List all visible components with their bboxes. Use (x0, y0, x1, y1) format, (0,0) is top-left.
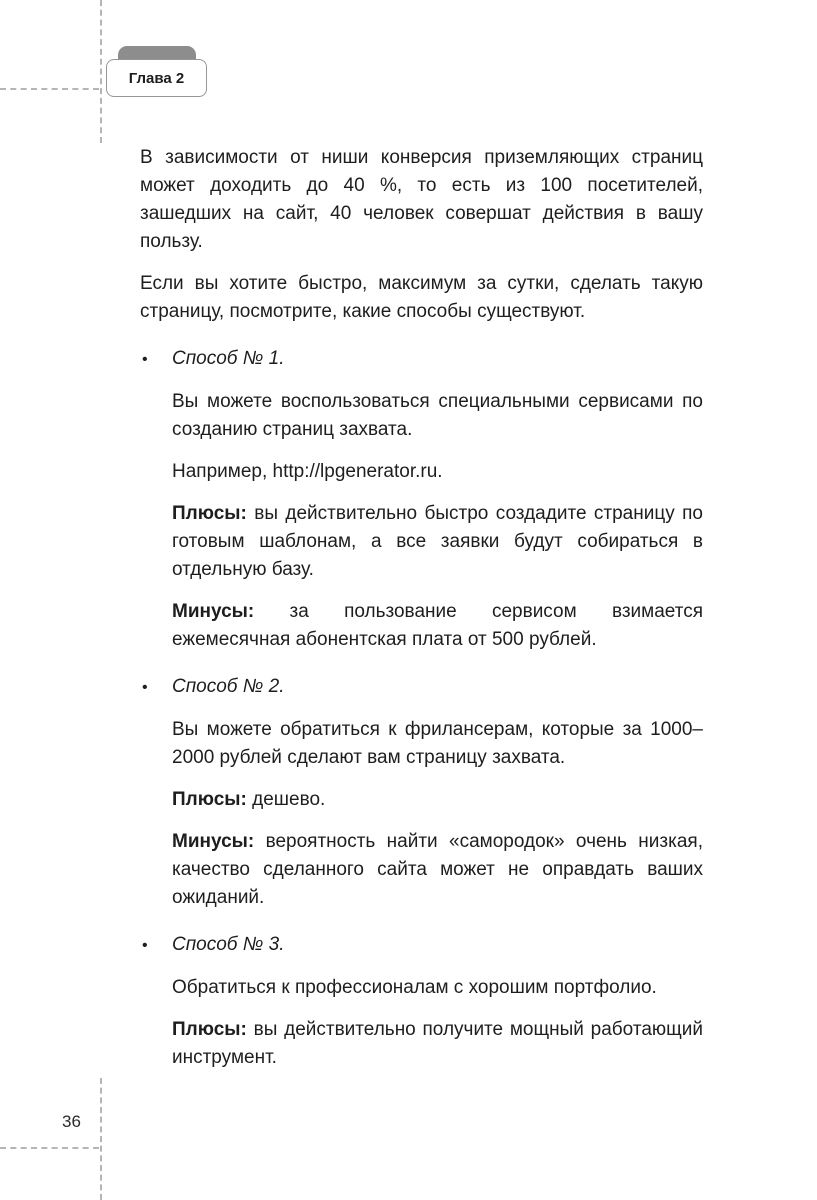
pros-text: вы действительно получите мощный работающий инструмент. (172, 1019, 703, 1068)
page-number: 36 (62, 1112, 81, 1131)
list-item-method-2 (142, 673, 703, 702)
cons-text: за пользование сервисом взимается ежемесячная абонентская плата от 500 рублей. (172, 601, 703, 650)
method-3-body (172, 974, 703, 1072)
pros-label: Плюсы: (172, 1019, 247, 1040)
bullet-icon: • (142, 351, 148, 368)
method-1-paragraph: Вы можете воспользоваться специальными сервисами по созданию страниц захвата. (172, 391, 703, 440)
chapter-tab-label: Глава 2 (106, 59, 207, 97)
paragraph-intro-2: Если вы хотите быстро, максимум за сутки, сделать такую страницу, посмотрите, какие способы существуют. (140, 273, 703, 322)
method-1-cons (172, 598, 703, 654)
cons-label: Минусы: (172, 601, 255, 622)
page-content (140, 144, 703, 1086)
method-1-example-url: Например, http://lpgenerator.ru. (172, 461, 443, 482)
method-1-title: Способ № 1. (172, 348, 285, 369)
paragraph-intro-1: В зависимости от ниши конверсия приземляющих страниц может доходить до 40 %, то есть из 100 посетителей, зашедших на сайт, 40 человек совершат действия в вашу пользу. (140, 147, 703, 252)
method-1-pros (172, 500, 703, 584)
method-3-paragraph: Обратиться к профессионалам с хорошим портфолио. (172, 977, 657, 998)
method-2-cons (172, 828, 703, 912)
list-item-method-1 (142, 345, 703, 374)
bullet-icon: • (142, 679, 148, 696)
method-3-title: Способ № 3. (172, 934, 285, 955)
chapter-tab (106, 46, 226, 102)
cons-label: Минусы: (172, 831, 255, 852)
pros-text: дешево. (252, 789, 326, 810)
list-item-method-3 (142, 931, 703, 960)
method-2-pros (172, 786, 703, 814)
pros-label: Плюсы: (172, 503, 247, 524)
method-2-paragraph: Вы можете обратиться к фрилансерам, которые за 1000–2000 рублей сделают вам страницу захвата. (172, 719, 703, 768)
pros-text: вы действительно быстро создадите страницу по готовым шаблонам, а все заявки будут собираться в отдельную базу. (172, 503, 704, 580)
method-2-title: Способ № 2. (172, 676, 285, 697)
bullet-icon: • (142, 937, 148, 954)
method-2-body (172, 716, 703, 912)
dashed-margin-line-horizontal-bottom (0, 1147, 99, 1149)
method-1-body (172, 388, 703, 654)
method-3-pros (172, 1016, 703, 1072)
pros-label: Плюсы: (172, 789, 247, 810)
dashed-margin-line-horizontal-top (0, 88, 99, 90)
dashed-margin-line-vertical-top (100, 0, 102, 143)
cons-text: вероятность найти «самородок» очень низкая, качество сделанного сайта может не оправдать ваших ожиданий. (172, 831, 703, 908)
dashed-margin-line-vertical-bottom (100, 1078, 102, 1200)
